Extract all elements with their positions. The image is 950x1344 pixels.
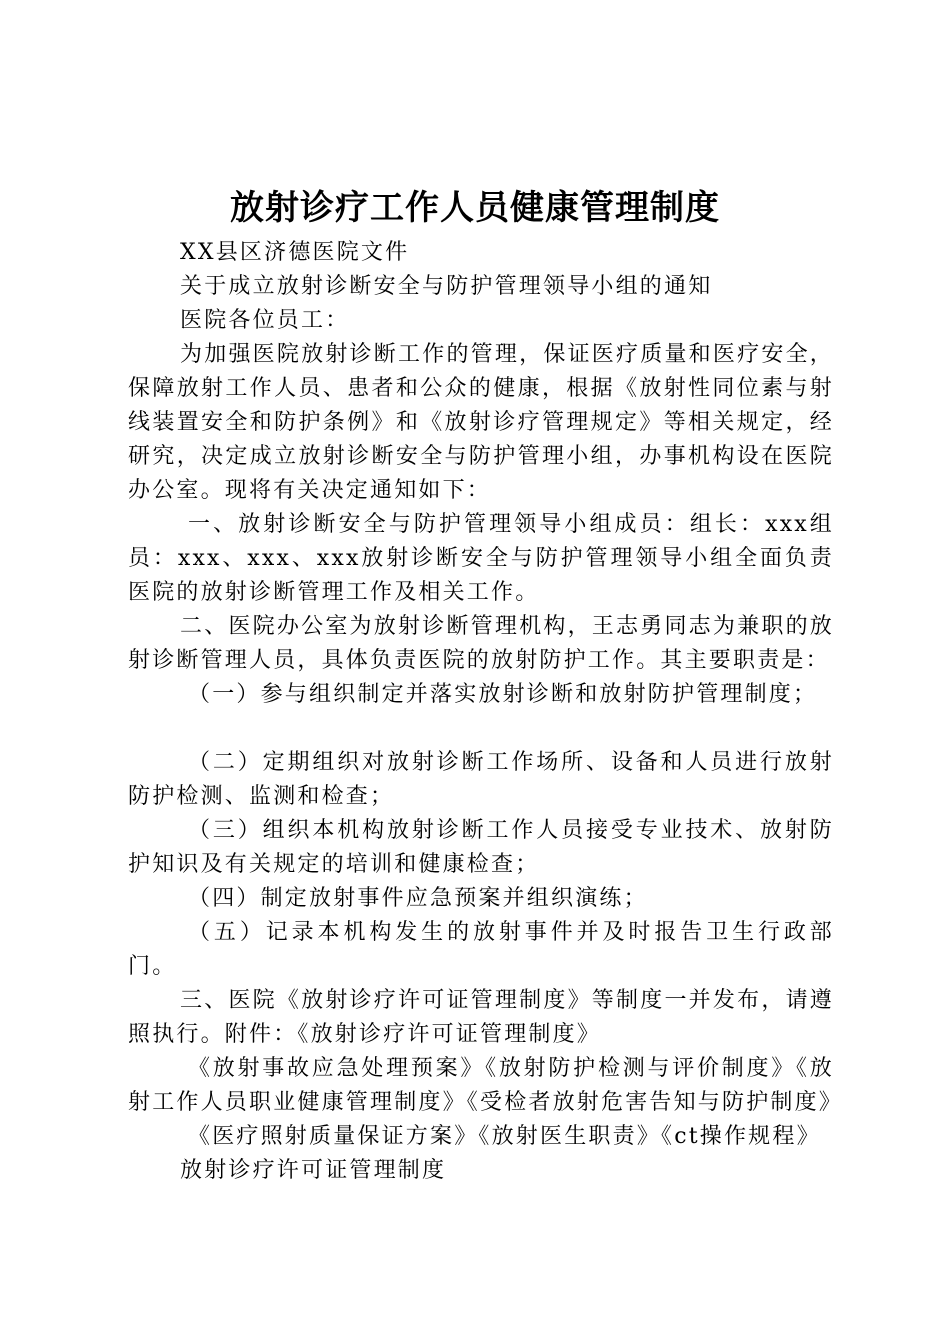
duty-item-1: （一）参与组织制定并落实放射诊断和放射防护管理制度； [188, 682, 818, 707]
duty-item-5: （五）记录本机构发生的放射事件并及时报告卫生行政部门。 [128, 920, 834, 979]
section-one-paragraph: 一、放射诊断安全与防护管理领导小组成员：组长：xxx组员：xxx、xxx、xxx放射诊断安全与防护管理领导小组全面负责医院的放射诊断管理工作及相关工作。 [128, 512, 834, 605]
attachment-list-2: 《医疗照射质量保证方案》《放射医生职责》《ct操作规程》 [188, 1124, 821, 1149]
intro-paragraph: 为加强医院放射诊断工作的管理，保证医疗质量和医疗安全，保障放射工作人员、患者和公众的健康，根据《放射性同位素与射线装置安全和防护条例》和《放射诊疗管理规定》等相关规定，经研究，决定成立放射诊断安全与防护管理小组，办事机构设在医院办公室。现将有关决定通知如下： [128, 342, 834, 503]
section-two-paragraph: 二、医院办公室为放射诊断管理机构，王志勇同志为兼职的放射诊断管理人员，具体负责医院的放射防护工作。其主要职责是： [128, 614, 834, 673]
duty-item-2: （二）定期组织对放射诊断工作场所、设备和人员进行放射防护检测、监测和检查； [128, 750, 834, 809]
issuer-line: XX县区济德医院文件 [180, 240, 410, 265]
duty-item-4: （四）制定放射事件应急预案并组织演练； [188, 886, 648, 911]
notice-subject: 关于成立放射诊断安全与防护管理领导小组的通知 [180, 274, 713, 299]
document-body [128, 236, 844, 1188]
duty-item-3: （三）组织本机构放射诊断工作人员接受专业技术、放射防护知识及有关规定的培训和健康检查； [128, 818, 834, 877]
attachment-list-1: 《放射事故应急处理预案》《放射防护检测与评价制度》《放射工作人员职业健康管理制度》《受检者放射危害告知与防护制度》 [128, 1056, 844, 1115]
salutation: 医院各位员工： [180, 308, 350, 333]
closing-heading: 放射诊疗许可证管理制度 [180, 1158, 447, 1183]
document-title: 放射诊疗工作人员健康管理制度 [230, 188, 720, 228]
section-three-paragraph: 三、医院《放射诊疗许可证管理制度》等制度一并发布，请遵照执行。附件：《放射诊疗许可证管理制度》 [128, 988, 834, 1047]
